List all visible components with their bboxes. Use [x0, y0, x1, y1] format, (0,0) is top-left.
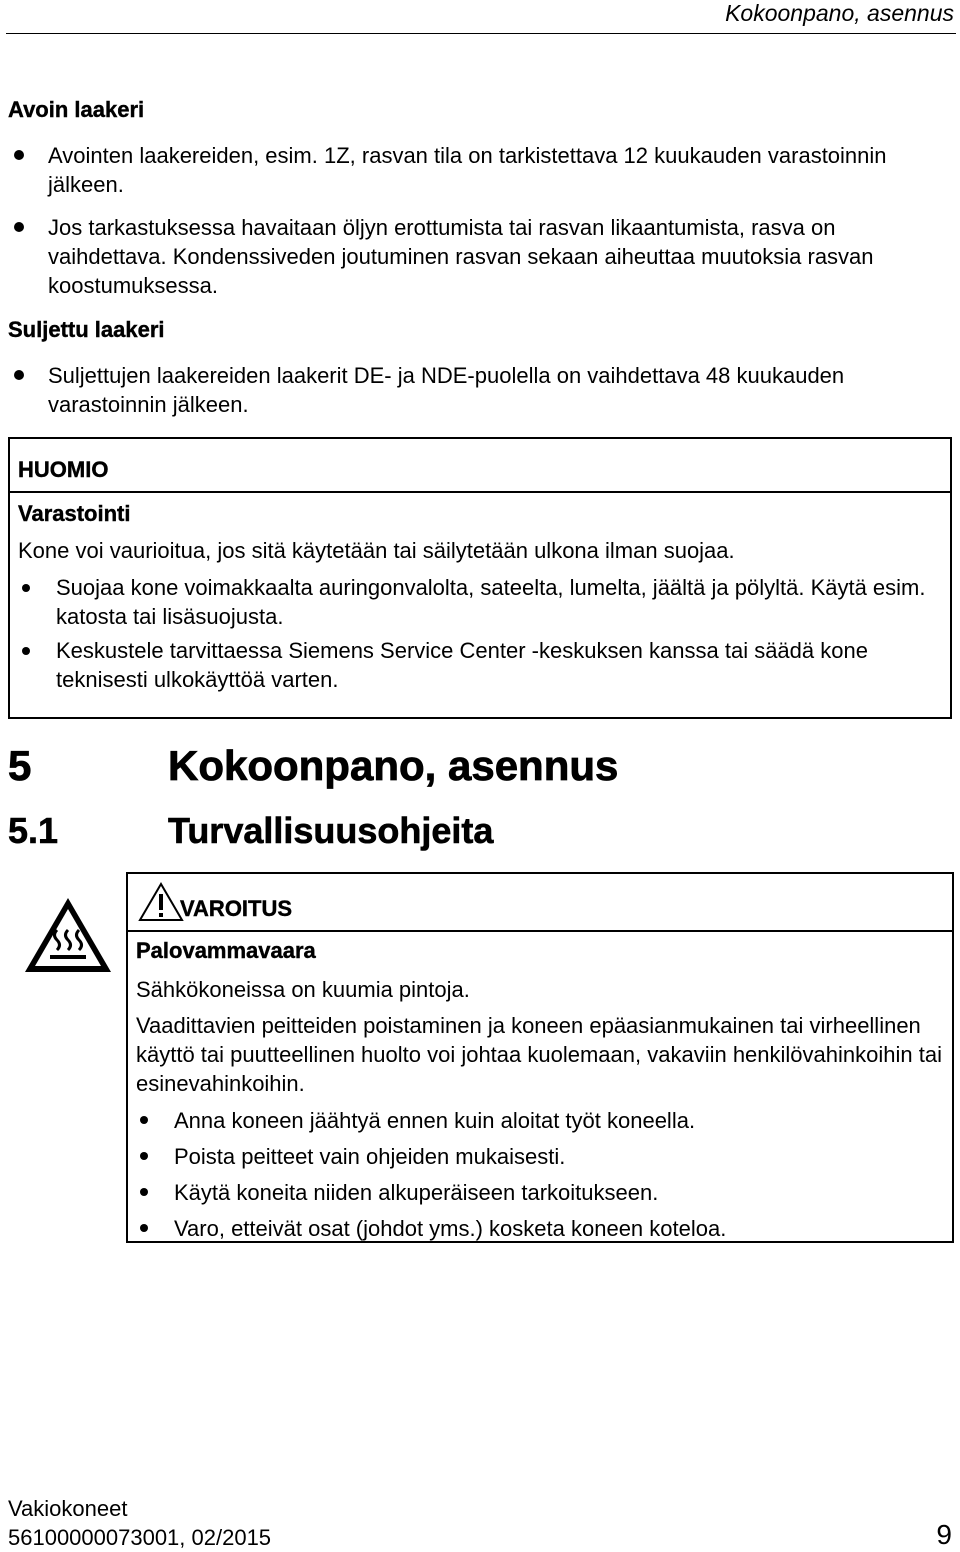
bullet-dot — [140, 1152, 148, 1160]
warning-bullet-2: Poista peitteet vain ohjeiden mukaisesti. — [174, 1144, 566, 1169]
warning-bullet-4: Varo, etteivät osat (johdot yms.) kosketa koneen koteloa. — [174, 1216, 727, 1241]
footer-doc-id: 56100000073001, 02/2015 — [8, 1525, 272, 1550]
warning-bullet-1: Anna koneen jäähtyä ennen kuin aloitat työt koneella. — [174, 1108, 696, 1133]
closed-bearing-heading: Suljettu laakeri — [8, 317, 165, 342]
notice-bullet-1: Suojaa kone voimakkaalta auringonvalolta, sateelta, lumelta, jäältä ja pölyltä. Käytä esim. katosta tai lisäsuojusta. — [56, 575, 926, 629]
page-number: 9 — [936, 1519, 952, 1550]
open-bearing-heading: Avoin laakeri — [8, 97, 145, 122]
bullet-dot — [14, 150, 24, 160]
warning-bullet-3: Käytä koneita niiden alkuperäiseen tarkoitukseen. — [174, 1180, 659, 1205]
warning-box — [126, 872, 954, 1243]
closed-bearing-bullet-1: Suljettujen laakereiden laakerit DE- ja NDE-puolella on vaihdettava 48 kuukauden varastoinnin jälkeen. — [48, 363, 845, 417]
warning-title: Palovammavaara — [136, 938, 316, 963]
hot-surface-warning-icon — [22, 894, 114, 976]
notice-bullet-2: Keskustele tarvittaessa Siemens Service Center -keskuksen kanssa tai säädä kone teknisesti ulkokäyttöä varten. — [56, 638, 868, 692]
bullet-dot — [140, 1188, 148, 1196]
warning-line-2: Vaadittavien peitteiden poistaminen ja koneen epäasianmukainen tai virheellinen käyttö tai puutteellinen huolto voi johtaa kuolemaan, vakaviin henkilövahinkoihin tai esinevahinkoihin. — [136, 1013, 942, 1096]
header-rule — [6, 33, 956, 34]
chapter-title: Kokoonpano, asennus — [168, 742, 619, 789]
notice-box — [8, 437, 952, 719]
running-header-title: Kokoonpano, asennus — [725, 0, 954, 26]
warning-divider — [128, 930, 952, 932]
bullet-dot — [140, 1224, 148, 1232]
open-bearing-bullet-2: Jos tarkastuksessa havaitaan öljyn erottumista tai rasvan likaantumista, rasva on vaihdettava. Kondenssiveden joutuminen rasvan sekaan aiheuttaa muutoksia rasvan koostumuksessa. — [48, 215, 874, 298]
bullet-dot — [22, 584, 30, 592]
open-bearing-bullet-1: Avointen laakereiden, esim. 1Z, rasvan tila on tarkistettava 12 kuukauden varastoinnin jälkeen. — [48, 143, 887, 197]
bullet-dot — [22, 647, 30, 655]
notice-divider — [10, 491, 950, 493]
section-title: Turvallisuusohjeita — [168, 810, 494, 851]
bullet-dot — [14, 222, 24, 232]
notice-intro: Kone voi vaurioitua, jos sitä käytetään tai säilytetään ulkona ilman suojaa. — [18, 538, 735, 563]
bullet-dot — [140, 1116, 148, 1124]
footer-product: Vakiokoneet — [8, 1496, 128, 1521]
chapter-number: 5 — [8, 742, 32, 789]
warning-label: VAROITUS — [180, 896, 293, 921]
warning-triangle-icon — [138, 882, 184, 922]
bullet-dot — [14, 370, 24, 380]
notice-label: HUOMIO — [18, 457, 109, 482]
section-number: 5.1 — [8, 810, 59, 851]
warning-line-1: Sähkökoneissa on kuumia pintoja. — [136, 977, 470, 1002]
notice-title: Varastointi — [18, 501, 131, 526]
